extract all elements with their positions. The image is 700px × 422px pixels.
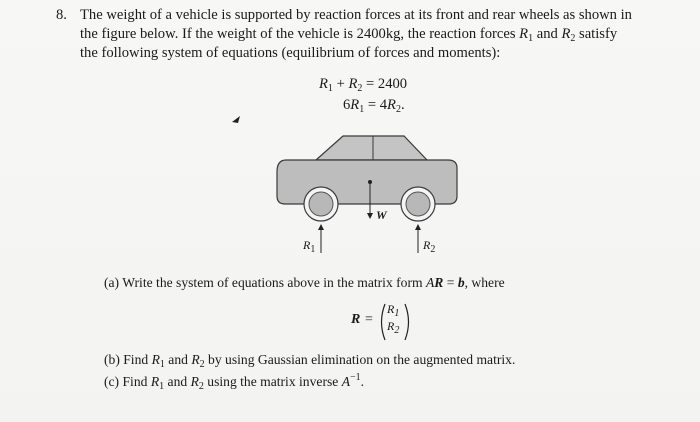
subscript: 2 [570, 33, 576, 44]
weight-arrow-head [367, 213, 373, 219]
eq-symbol: R [350, 97, 360, 113]
subscript: 1 [310, 244, 316, 255]
car-cabin [316, 136, 427, 160]
question-number: 8. [56, 7, 67, 23]
front-wheel [401, 187, 435, 221]
vector-b: b [457, 275, 465, 290]
r1-symbol: R [519, 26, 529, 42]
subscript: 1 [394, 308, 400, 319]
question-text-2: the figure below. If the weight of the vehicle is 2400kg, the reaction forces [80, 26, 520, 42]
r-vector-definition [351, 302, 441, 342]
part-a [104, 275, 505, 291]
rear-wheel [304, 187, 338, 221]
weight-label: W [376, 208, 387, 222]
question-text-3: the following system of equations (equilibrium of forces and moments): [80, 45, 501, 61]
part-c [104, 374, 364, 390]
matrix-a: A [425, 275, 435, 290]
question-text-2-end: satisfy [575, 26, 618, 42]
part-c-middle: using the matrix inverse [203, 374, 342, 389]
eq-sign: = [443, 275, 458, 290]
subscript: 2 [430, 244, 436, 255]
r-vector-entry-2 [387, 319, 399, 334]
subscript: 1 [159, 359, 165, 370]
eq-rhs: = 2400 [362, 76, 408, 92]
eq-coef: 6 [343, 97, 351, 113]
subscript: 2 [199, 359, 205, 370]
eq-op: = 4 [364, 97, 388, 113]
r1-symbol: R [150, 374, 160, 389]
connector-text: and [533, 26, 562, 42]
eq-end: . [400, 97, 405, 113]
eq-symbol: R [319, 76, 328, 92]
matrix-a-inverse: A [341, 374, 350, 389]
part-c-end: . [360, 374, 365, 389]
part-b [104, 352, 515, 368]
r-vector-equals: = [365, 312, 373, 327]
r2-symbol: R [191, 352, 200, 367]
r-vector-entry-1 [387, 302, 399, 317]
subscript: 1 [528, 33, 534, 44]
subscript: 1 [327, 83, 333, 94]
r1-arrow-head [318, 224, 324, 230]
r2-symbol: R [561, 26, 571, 42]
r1-symbol: R [151, 352, 160, 367]
eq-op: + [332, 76, 349, 92]
entry-symbol: R [387, 302, 395, 316]
connector-text: and [164, 374, 191, 389]
r1-label-symbol: R [303, 238, 311, 252]
subscript: 2 [357, 83, 363, 94]
part-b-text: (b) Find [104, 352, 152, 367]
part-a-text: (a) Write the system of equations above in the matrix form [104, 275, 426, 290]
connector-text: and [164, 352, 192, 367]
r2-label [423, 238, 435, 253]
part-c-text: (c) Find [104, 374, 151, 389]
question-text-1: The weight of a vehicle is supported by reaction forces at its front and rear wheels as shown in [80, 7, 632, 23]
r-vector-label: R [351, 312, 361, 327]
entry-symbol: R [387, 319, 395, 333]
subscript: 2 [198, 381, 204, 392]
subscript: 1 [159, 381, 165, 392]
part-a-suffix: , where [464, 275, 505, 290]
r1-label [303, 238, 315, 253]
subscript: 2 [394, 325, 400, 336]
eq-symbol: R [348, 76, 358, 92]
r2-label-symbol: R [423, 238, 431, 252]
r2-symbol: R [190, 374, 199, 389]
superscript-inverse: −1 [350, 372, 361, 383]
r2-arrow-head [415, 224, 421, 230]
subscript: 2 [395, 104, 401, 115]
eq-symbol: R [387, 97, 396, 113]
part-b-suffix: by using Gaussian elimination on the augmented matrix. [204, 352, 516, 367]
subscript: 1 [359, 104, 365, 115]
vector-r: R [434, 275, 444, 290]
